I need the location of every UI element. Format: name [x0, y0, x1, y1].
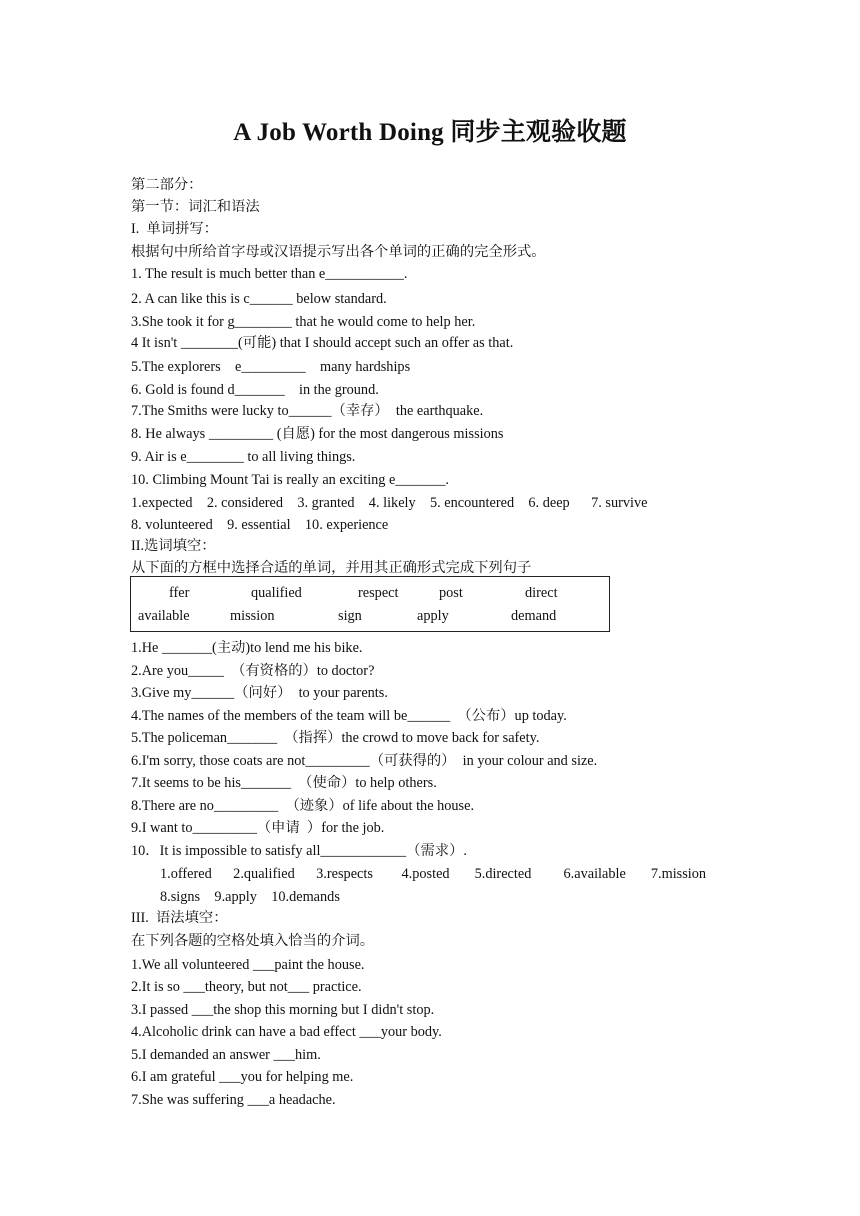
- question-line: 5.The explorers e_________ many hardships: [131, 359, 411, 375]
- question-line: 7.She was suffering ___a headache.: [131, 1092, 336, 1108]
- question-line: 6.I'm sorry, those coats are not_________（可获得的） in your colour and size.: [131, 753, 598, 769]
- question-line: 1. The result is much better than e___________.: [131, 266, 408, 282]
- question-line: 4.Alcoholic drink can have a bad effect ___your body.: [131, 1024, 442, 1040]
- question-line: 5.I demanded an answer ___him.: [131, 1047, 321, 1063]
- question-line: 3.I passed ___the shop this morning but I didn't stop.: [131, 1002, 435, 1018]
- answer-line: 8. volunteered 9. essential 10. experience: [131, 517, 389, 533]
- question-line: 2. A can like this is c______ below standard.: [131, 291, 387, 307]
- question-line: 9. Air is e________ to all living things.: [131, 449, 356, 465]
- part-heading: 第二部分：: [131, 177, 203, 193]
- instruction-text: 从下面的方框中选择合适的单词，并用其正确形式完成下列句子: [131, 560, 532, 576]
- word-option: respect: [358, 585, 399, 601]
- question-line: 6. Gold is found d_______ in the ground.: [131, 382, 379, 398]
- answer-line: 1.expected 2. considered 3. granted 4. likely 5. encountered 6. deep 7. survive: [131, 495, 648, 511]
- subsection-heading: II.选词填空：: [131, 538, 216, 554]
- word-option: mission: [230, 608, 275, 624]
- answer-line: 8.signs 9.apply 10.demands: [160, 889, 340, 905]
- question-line: 1.We all volunteered ___paint the house.: [131, 957, 365, 973]
- question-line: 6.I am grateful ___you for helping me.: [131, 1069, 354, 1085]
- word-option: qualified: [251, 585, 302, 601]
- question-line: 10．It is impossible to satisfy all____________（需求）.: [131, 843, 467, 859]
- subsection-heading: III. 语法填空：: [131, 910, 228, 926]
- document-title: A Job Worth Doing 同步主观验收题: [233, 119, 627, 146]
- instruction-text: 根据句中所给首字母或汉语提示写出各个单词的正确的完全形式。: [131, 244, 546, 260]
- question-line: 7.It seems to be his_______ （使命）to help others.: [131, 775, 437, 791]
- question-line: 9.I want to_________（申请 ）for the job.: [131, 820, 385, 836]
- question-line: 8.There are no_________ （迹象）of life about the house.: [131, 798, 475, 814]
- question-line: 4.The names of the members of the team will be______ （公布）up today.: [131, 708, 567, 724]
- question-line: 4 It isn't ________(可能) that I should accept such an offer as that.: [131, 335, 514, 351]
- question-line: 7.The Smiths were lucky to______（幸存） the earthquake.: [131, 403, 484, 419]
- question-line: 5.The policeman_______ （指挥）the crowd to move back for safety.: [131, 730, 540, 746]
- word-option: available: [138, 608, 190, 624]
- question-line: 3.She took it for g________ that he would come to help her.: [131, 314, 476, 330]
- word-option: ffer: [169, 585, 190, 601]
- question-line: 2.It is so ___theory, but not___ practice.: [131, 979, 362, 995]
- question-line: 8. He always _________ (自愿) for the most dangerous missions: [131, 426, 504, 442]
- word-option: apply: [417, 608, 449, 624]
- question-line: 2.Are you_____ （有资格的）to doctor?: [131, 663, 375, 679]
- word-box: [130, 576, 610, 632]
- instruction-text: 在下列各题的空格处填入恰当的介词。: [131, 933, 375, 949]
- question-line: 3.Give my______（问好） to your parents.: [131, 685, 388, 701]
- word-option: demand: [511, 608, 557, 624]
- question-line: 10. Climbing Mount Tai is really an exciting e_______.: [131, 472, 449, 488]
- question-line: 1.He _______(主动)to lend me his bike.: [131, 640, 363, 656]
- word-option: sign: [338, 608, 362, 624]
- word-option: direct: [525, 585, 558, 601]
- subsection-heading: I. 单词拼写：: [131, 221, 218, 237]
- section-heading: 第一节：词汇和语法: [131, 199, 260, 215]
- answer-line: 1.offered 2.qualified 3.respects 4.posted 5.directed 6.available 7.mission: [160, 866, 707, 882]
- word-option: post: [439, 585, 463, 601]
